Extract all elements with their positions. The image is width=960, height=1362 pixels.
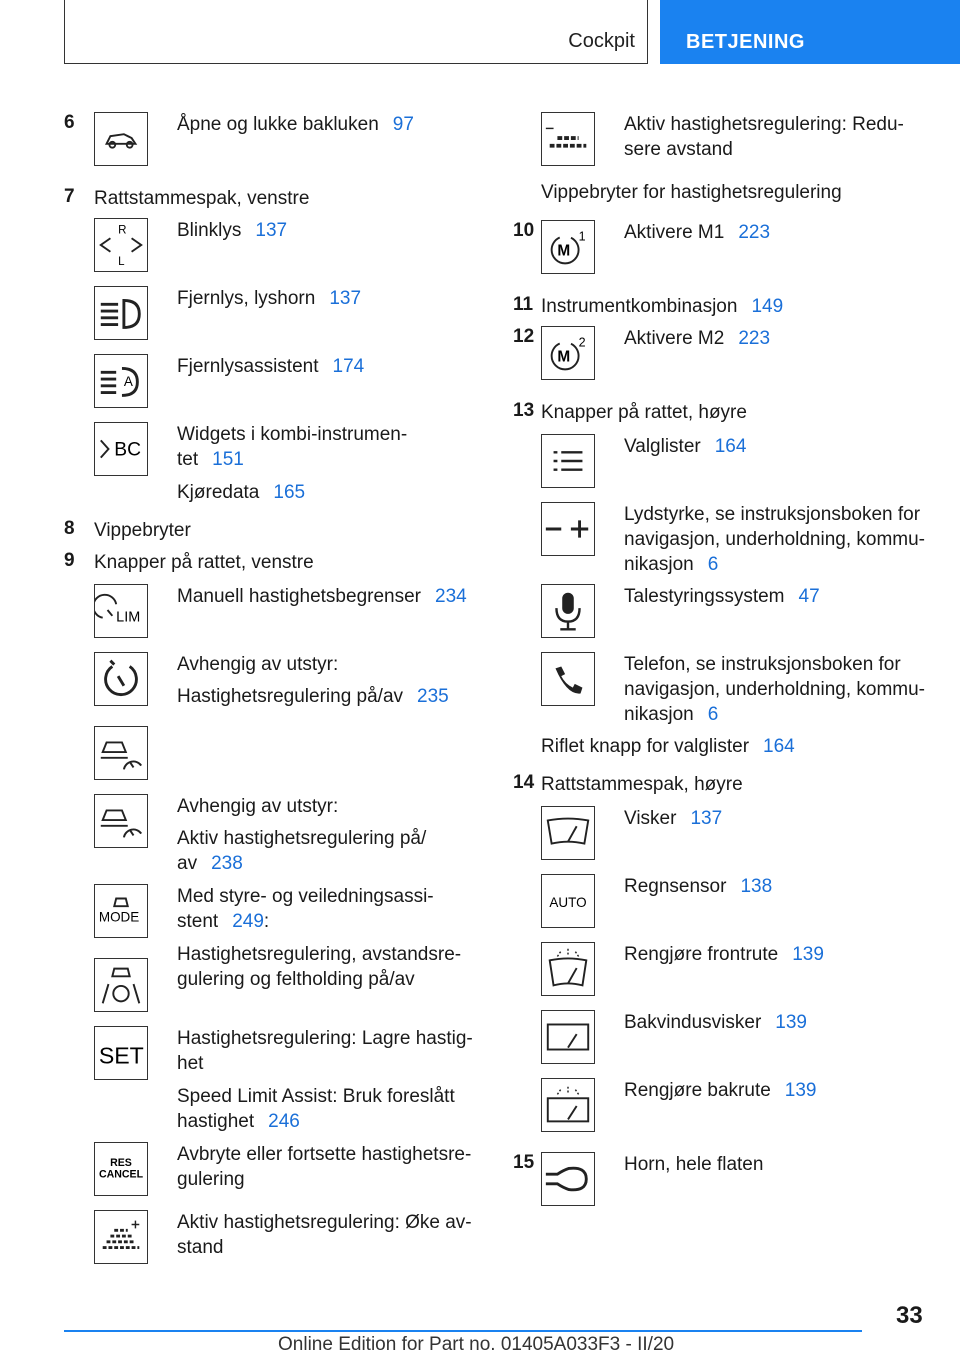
phone-icon <box>541 652 595 706</box>
lane-keeping-icon <box>94 958 148 1012</box>
rear-wiper-icon <box>541 1010 595 1064</box>
item-number: 9 <box>64 550 75 571</box>
speed-limiter-icon <box>94 584 148 638</box>
page-ref-link[interactable]: 223 <box>738 222 771 243</box>
res-cancel-icon <box>94 1142 148 1196</box>
header-section-box <box>64 0 648 64</box>
svg-text:AUTO: AUTO <box>549 894 587 910</box>
svg-text:A: A <box>123 373 133 389</box>
m1-button-icon <box>541 220 595 274</box>
item-text: Avhengig av utstyr: <box>177 654 339 675</box>
svg-text:CANCEL: CANCEL <box>98 1168 144 1181</box>
item-text: Lydstyrke, se instruksjonsboken for navigasjon, underholdning, kommu- nikasjon 6 <box>624 504 926 575</box>
page-ref-link[interactable]: 137 <box>255 220 288 241</box>
item-text: Åpne og lukke bakluken 97 <box>177 114 414 135</box>
windshield-washer-icon <box>541 942 595 996</box>
item-text: Kjøredata 165 <box>177 482 306 503</box>
item-text: Telefon, se instruksjonsboken for navigasjon, underholdning, kommu- nikasjon 6 <box>624 654 926 725</box>
item-text: Visker 137 <box>624 808 723 829</box>
reduce-distance-icon <box>541 112 595 166</box>
page-ref-link[interactable]: 164 <box>714 436 747 457</box>
page-ref-link[interactable]: 165 <box>273 482 306 503</box>
page-ref-link[interactable]: 137 <box>690 808 723 829</box>
item-text: Widgets i kombi-instrumen- tet 151 <box>177 424 408 470</box>
item-text: Horn, hele flaten <box>624 1154 764 1175</box>
item-text: Hastighetsregulering, avstandsre- gulering og feltholding på/av <box>177 944 462 990</box>
list-icon <box>541 434 595 488</box>
item-text: Blinklys 137 <box>177 220 288 241</box>
item-number: 14 <box>513 772 535 793</box>
item-text: Aktiv hastighetsregulering: Øke av- stand <box>177 1212 472 1258</box>
page-ref-link[interactable]: 234 <box>435 586 467 607</box>
svg-text:L: L <box>118 256 125 269</box>
item-text: Rattstammespak, venstre <box>94 188 310 209</box>
item-text: Vippebryter for hastighetsregulering <box>541 182 842 203</box>
item-text: Riflet knapp for valglister 164 <box>541 736 795 757</box>
set-button-icon <box>94 1026 148 1080</box>
active-cruise-icon <box>94 726 148 780</box>
item-text: Speed Limit Assist: Bruk foreslått hastighet 246 <box>177 1086 455 1132</box>
item-number: 7 <box>64 186 75 207</box>
mode-button-icon <box>94 884 148 938</box>
item-number: 10 <box>513 220 535 241</box>
item-text: Vippebryter <box>94 520 191 541</box>
header-section: Cockpit <box>568 30 635 52</box>
item-text: Knapper på rattet, venstre <box>94 552 314 573</box>
svg-text:M: M <box>557 242 571 260</box>
increase-distance-icon <box>94 1210 148 1264</box>
svg-text:MODE: MODE <box>98 909 140 925</box>
item-text: Rattstammespak, høyre <box>541 774 743 795</box>
turn-signal-icon <box>94 218 148 272</box>
item-text: Hastighetsregulering på/av 235 <box>177 686 449 707</box>
rear-washer-icon <box>541 1078 595 1132</box>
bc-widgets-icon <box>94 422 148 476</box>
item-text: Med styre- og veiledningsassi- stent 249: <box>177 886 434 932</box>
page-ref-link[interactable]: 137 <box>329 288 362 309</box>
page-ref-link[interactable]: 138 <box>740 876 773 897</box>
auto-wiper-icon <box>541 874 595 928</box>
svg-text:R: R <box>118 224 127 237</box>
item-text: Aktiv hastighetsregulering: Redu- sere avstand <box>624 114 904 160</box>
svg-text:M: M <box>557 348 571 366</box>
high-beam-assistant-icon <box>94 354 148 408</box>
page-ref-link[interactable]: 149 <box>751 296 784 317</box>
page-ref-link[interactable]: 235 <box>417 686 449 707</box>
page-ref-link[interactable]: 223 <box>738 328 771 349</box>
page-ref-link[interactable]: 139 <box>784 1080 817 1101</box>
page-ref-link[interactable]: 151 <box>212 449 244 470</box>
svg-text:SET: SET <box>98 1042 144 1069</box>
svg-text:BC: BC <box>114 439 142 461</box>
footer-divider <box>64 1330 862 1332</box>
item-text: Bakvindusvisker 139 <box>624 1012 807 1033</box>
header-chapter: BETJENING <box>686 31 805 53</box>
item-text: Rengjøre bakrute 139 <box>624 1080 817 1101</box>
item-text: Aktivere M2 223 <box>624 328 771 349</box>
microphone-icon <box>541 584 595 638</box>
item-number: 8 <box>64 518 75 539</box>
page-ref-link[interactable]: 238 <box>211 853 243 874</box>
page-ref-link[interactable]: 249 <box>232 911 264 932</box>
horn-icon <box>541 1152 595 1206</box>
svg-text:2: 2 <box>578 335 586 350</box>
item-text: Avbryte eller fortsette hastighetsre- gulering <box>177 1144 472 1190</box>
page-ref-link[interactable]: 174 <box>332 356 365 377</box>
item-text: Valglister 164 <box>624 436 747 457</box>
page-ref-link[interactable]: 246 <box>268 1111 300 1132</box>
item-text: Talestyringssystem 47 <box>624 586 820 607</box>
svg-text:RES: RES <box>110 1157 132 1170</box>
header-chapter-tab[interactable] <box>660 0 960 64</box>
item-text: Aktivere M1 223 <box>624 222 771 243</box>
item-text: Rengjøre frontrute 139 <box>624 944 824 965</box>
volume-icon <box>541 502 595 556</box>
item-text: Manuell hastighetsbegrenser 234 <box>177 586 467 607</box>
item-number: 11 <box>513 294 534 315</box>
page-ref-link[interactable]: 139 <box>775 1012 807 1033</box>
active-cruise-icon <box>94 794 148 848</box>
item-number: 6 <box>64 112 75 133</box>
item-text: Avhengig av utstyr: <box>177 796 339 817</box>
item-text: Fjernlysassistent 174 <box>177 356 365 377</box>
item-number: 15 <box>513 1152 535 1173</box>
wiper-icon <box>541 806 595 860</box>
tailgate-icon <box>94 112 148 166</box>
item-text: Hastighetsregulering: Lagre hastig- het <box>177 1028 473 1074</box>
item-text: Knapper på rattet, høyre <box>541 402 747 423</box>
page-number: 33 <box>896 1302 923 1329</box>
svg-text:1: 1 <box>578 229 586 244</box>
page-ref-link[interactable]: 164 <box>763 736 795 757</box>
item-text: Instrumentkombinasjon 149 <box>541 296 784 317</box>
m2-button-icon <box>541 326 595 380</box>
page-ref-link[interactable]: 97 <box>392 114 414 135</box>
svg-text:LIM: LIM <box>116 609 141 626</box>
item-number: 13 <box>513 400 535 421</box>
page-ref-link[interactable]: 6 <box>707 554 719 575</box>
item-text: Aktiv hastighetsregulering på/ av 238 <box>177 828 427 874</box>
page-ref-link[interactable]: 6 <box>707 704 719 725</box>
page-ref-link[interactable]: 47 <box>798 586 820 607</box>
item-text: Regnsensor 138 <box>624 876 773 897</box>
cruise-control-icon <box>94 652 148 706</box>
page-ref-link[interactable]: 139 <box>792 944 824 965</box>
footer-edition: Online Edition for Part no. 01405A033F3 - II/20 <box>278 1334 675 1355</box>
high-beam-icon <box>94 286 148 340</box>
item-number: 12 <box>513 326 535 347</box>
item-text: Fjernlys, lyshorn 137 <box>177 288 362 309</box>
